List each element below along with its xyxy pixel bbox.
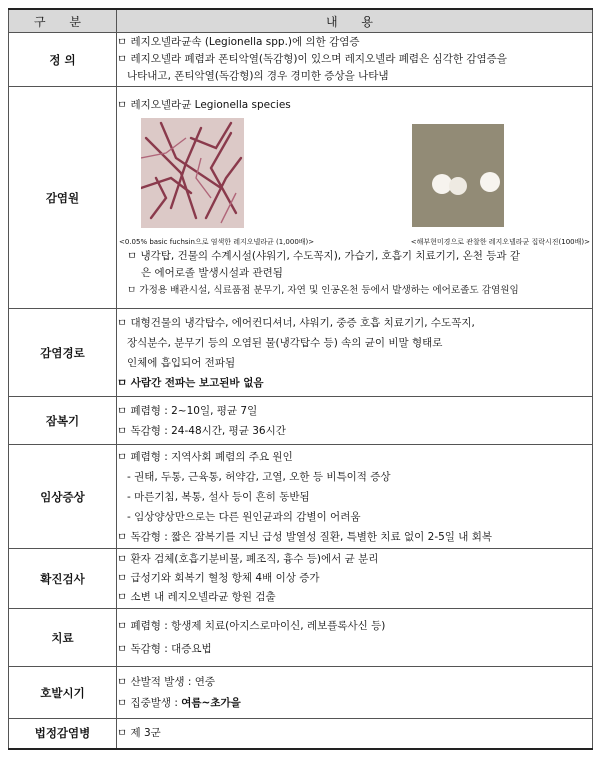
content-definition (117, 33, 593, 87)
pathogen-line-1: ㅁ 레지오넬라균 Legionella species (117, 98, 291, 111)
pathogen-line-3: 은 에어로졸 발생시설과 관련됨 (141, 266, 283, 279)
legal-line-1: ㅁ 제 3군 (117, 726, 161, 739)
content-pathogen (117, 87, 593, 309)
diagnosis-line-3: ㅁ 소변 내 레지오넬라균 항원 검출 (117, 591, 276, 603)
row-definition (9, 33, 593, 87)
route-line-3: 인체에 흡입되어 전파됨 (127, 356, 236, 369)
content-symptoms (117, 445, 593, 549)
pathogen-captions (117, 236, 592, 248)
content-incubation (117, 397, 593, 445)
label-symptoms: 임상증상 (9, 445, 117, 549)
content-route (117, 309, 593, 397)
symptoms-line-3: - 마른기침, 복통, 설사 등이 흔히 동반됨 (127, 490, 310, 503)
row-season (9, 667, 593, 719)
header-content: 내 용 (117, 9, 593, 33)
content-treatment (117, 609, 593, 667)
definition-line-2: ㅁ 레지오넬라 폐렴과 폰티악열(독감형)이 있으며 레지오넬라 폐렴은 심각한 감염증을 (117, 53, 507, 65)
header-category: 구 분 (9, 9, 117, 33)
content-season (117, 667, 593, 719)
content-diagnosis (117, 549, 593, 609)
label-incubation: 잠복기 (9, 397, 117, 445)
colony-image (412, 124, 504, 227)
row-treatment (9, 609, 593, 667)
symptoms-line-5: ㅁ 독감형 : 짧은 잠복기를 지닌 급성 발열성 질환, 특별한 치료 없이 2-5일 내 회복 (117, 530, 493, 543)
season-line-1: ㅁ 산발적 발생 : 연중 (117, 675, 216, 688)
season-line-2-prefix: ㅁ 집중발생 : (117, 696, 182, 709)
season-peak-value: 여름~초가을 (181, 696, 241, 709)
pathogen-images (117, 114, 592, 236)
symptoms-line-2: - 권태, 두통, 근육통, 허약감, 고열, 오한 등 비특이적 증상 (127, 470, 391, 483)
label-season: 호발시기 (9, 667, 117, 719)
label-pathogen: 감염원 (9, 87, 117, 309)
label-legal: 법정감염병 (9, 719, 117, 749)
row-legal (9, 719, 593, 749)
row-pathogen (9, 87, 593, 309)
symptoms-line-4: - 임상양상만으로는 다른 원인균과의 감별이 어려움 (127, 510, 361, 523)
route-line-4: ㅁ 사람간 전파는 보고된바 없음 (117, 376, 264, 389)
pathogen-line-2: ㅁ 냉각탑, 건물의 수계시설(샤워기, 수도꼭지), 가습기, 호흡기 치료기기, 온천 등과 같 (127, 249, 520, 262)
row-diagnosis (9, 549, 593, 609)
content-legal (117, 719, 593, 749)
row-incubation (9, 397, 593, 445)
incubation-line-1: ㅁ 폐렴형 : 2~10일, 평균 7일 (117, 404, 258, 417)
symptoms-line-1: ㅁ 폐렴형 : 지역사회 폐렴의 주요 원인 (117, 450, 293, 463)
route-line-1: ㅁ 대형건물의 냉각탑수, 에어컨디셔너, 샤워기, 중증 호흡 치료기기, 수도꼭지, (117, 316, 475, 329)
legionella-info-table (8, 8, 593, 750)
label-definition: 정 의 (9, 33, 117, 87)
season-line-2 (117, 693, 592, 714)
treatment-line-2: ㅁ 독감형 : 대증요법 (117, 642, 212, 655)
stained-bacteria-image (141, 118, 244, 228)
definition-line-1: ㅁ 레지오넬라균속 (Legionella spp.)에 의한 감염증 (117, 36, 360, 48)
label-diagnosis: 확진검사 (9, 549, 117, 609)
definition-line-3: 나타내고, 폰티악열(독감형)의 경우 경미한 증상을 나타냄 (127, 70, 389, 82)
label-route: 감염경로 (9, 309, 117, 397)
header-row (9, 9, 593, 33)
diagnosis-line-1: ㅁ 환자 검체(호흡기분비물, 폐조직, 흉수 등)에서 균 분리 (117, 553, 379, 565)
route-line-2: 장식분수, 분무기 등의 오염된 물(냉각탑수 등) 속의 균이 비말 형태로 (127, 336, 443, 349)
caption-colony: <해부현미경으로 관찰한 레지오넬라균 집락시진(100배)> (410, 237, 590, 246)
label-treatment: 치료 (9, 609, 117, 667)
row-route (9, 309, 593, 397)
incubation-line-2: ㅁ 독감형 : 24-48시간, 평균 36시간 (117, 424, 286, 437)
row-symptoms (9, 445, 593, 549)
pathogen-line-4: ㅁ 가정용 배관시설, 식료품점 분무기, 자연 및 인공온천 등에서 발생하는 에어로졸도 감염원임 (127, 284, 519, 296)
treatment-line-1: ㅁ 폐렴형 : 항생제 치료(아지스로마이신, 레보플록사신 등) (117, 619, 386, 632)
caption-stained: <0.05% basic fuchsin으로 염색한 레지오넬라균 (1,000배)> (119, 237, 315, 246)
diagnosis-line-2: ㅁ 급성기와 회복기 혈청 항체 4배 이상 증가 (117, 572, 320, 584)
